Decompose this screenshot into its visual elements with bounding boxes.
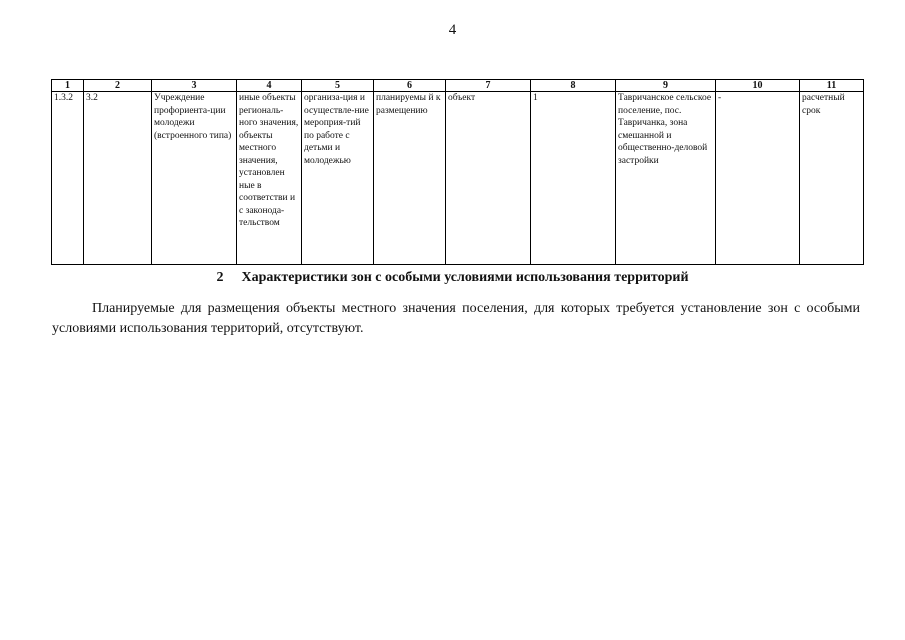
column-header: 10 (716, 80, 800, 92)
cell-unit: объект (446, 92, 531, 265)
section-number: 2 (216, 270, 224, 285)
column-header: 7 (446, 80, 531, 92)
table-header-row (52, 80, 864, 92)
cell-object-name: Учреждение профориента-ции молодежи (встроенного типа) (152, 92, 237, 265)
cell-purpose: организа-ция и осуществле-ние мероприя-тий по работе с детьми и молодежью (302, 92, 374, 265)
table-row (52, 92, 864, 265)
objects-table (51, 79, 864, 265)
cell-quantity: 1 (531, 92, 616, 265)
section-title: Характеристики зон с особыми условиями использования территорий (241, 270, 689, 285)
section-heading (0, 270, 905, 286)
cell-code: 3.2 (84, 92, 152, 265)
column-header: 2 (84, 80, 152, 92)
cell-object-number: 1.3.2 (52, 92, 84, 265)
column-header: 4 (237, 80, 302, 92)
body-paragraph: Планируемые для размещения объекты местного значения поселения, для которых требуется установление зон с особыми условиями использования территорий, отсутствуют. (52, 301, 860, 336)
cell-status: планируемы й к размещению (374, 92, 446, 265)
cell-term: расчетный срок (800, 92, 864, 265)
column-header: 6 (374, 80, 446, 92)
column-header: 5 (302, 80, 374, 92)
page-number: 4 (448, 22, 457, 38)
column-header: 11 (800, 80, 864, 92)
column-header: 1 (52, 80, 84, 92)
column-header: 8 (531, 80, 616, 92)
cell-location: Тавричанское сельское поселение, пос. Тавричанка, зона смешанной и общественно-деловой застройки (616, 92, 716, 265)
cell-zone: - (716, 92, 800, 265)
column-header: 3 (152, 80, 237, 92)
cell-object-type: иные объекты региональ-ного значения, объекты местного значения, установлен ные в соответстви и с законода-тельством (237, 92, 302, 265)
column-header: 9 (616, 80, 716, 92)
